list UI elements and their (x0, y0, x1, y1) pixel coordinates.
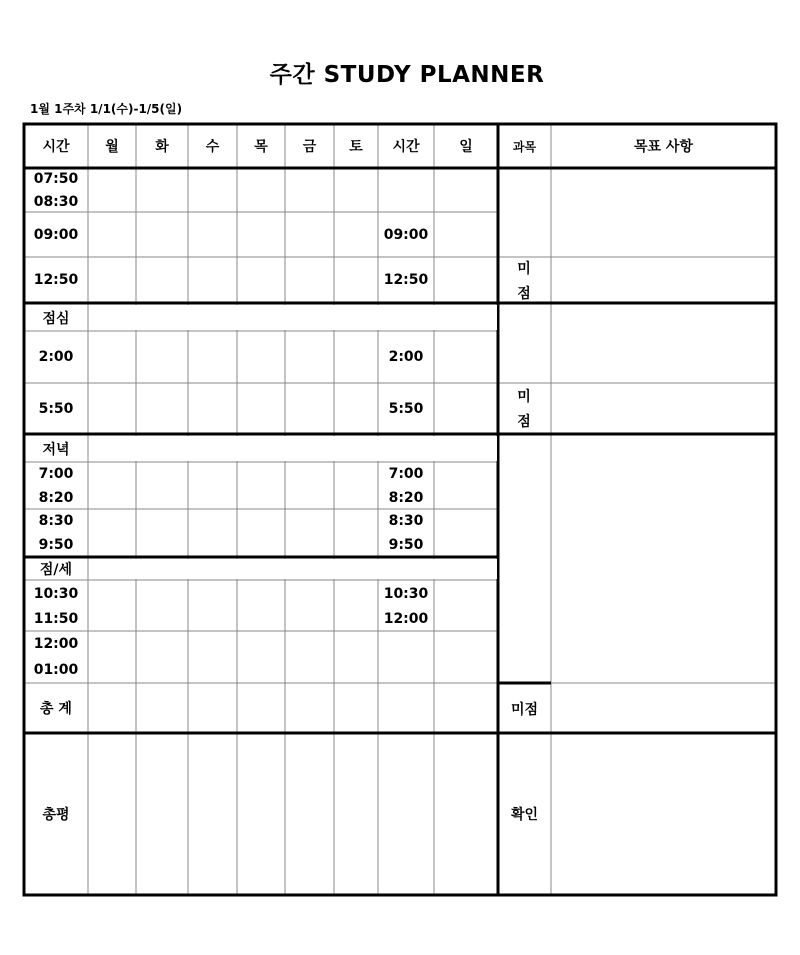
time2-0900: 09:00 (383, 226, 429, 243)
time-0830: 08:30 (33, 194, 79, 210)
total-label: 총 계 (40, 701, 72, 717)
time-1200: 12:00 (33, 636, 79, 652)
time-1150: 11:50 (33, 610, 79, 627)
confirm-label: 확인 (510, 807, 539, 823)
header-sun: 일 (459, 139, 473, 155)
header-sat: 토 (349, 139, 363, 155)
page-title: 주간 STUDY PLANNER (269, 62, 545, 88)
time-1250: 12:50 (33, 272, 79, 288)
time-0750: 07:50 (33, 171, 79, 187)
mijeom-label: 미점 (510, 701, 539, 718)
time2-1250: 12:50 (383, 272, 429, 288)
header-wed: 수 (205, 139, 220, 155)
time-830: 8:30 (38, 513, 74, 529)
time2-950: 9:50 (388, 537, 424, 553)
time-0900: 09:00 (33, 226, 79, 243)
time2-200: 2:00 (388, 349, 424, 365)
time-0100: 01:00 (33, 662, 79, 678)
time2-550: 5:50 (388, 400, 424, 417)
header-mon: 월 (105, 139, 119, 155)
review-label: 총평 (42, 807, 70, 823)
time2-820: 8:20 (388, 490, 424, 506)
time-1030: 10:30 (33, 585, 79, 602)
time-820: 8:20 (38, 490, 74, 506)
mi-label-1: 미 (517, 261, 531, 277)
time2-1030: 10:30 (383, 585, 429, 602)
dinner-label: 저녁 (42, 441, 70, 458)
time-700: 7:00 (38, 466, 74, 482)
jeom-label-2: 점 (517, 414, 531, 430)
time-200: 2:00 (38, 349, 74, 365)
mi-label-2: 미 (517, 389, 531, 405)
time-550: 5:50 (38, 400, 74, 417)
header-tue: 화 (155, 139, 169, 155)
header-fri: 금 (302, 139, 317, 155)
jeom-label-1: 점 (517, 286, 531, 302)
time2-830: 8:30 (388, 513, 424, 529)
time-950: 9:50 (38, 537, 74, 553)
header-subject: 과목 (512, 139, 537, 154)
snack-label: 점/세 (39, 562, 73, 578)
time2-1200: 12:00 (383, 610, 429, 627)
header-thu: 목 (254, 139, 268, 155)
time2-700: 7:00 (388, 466, 424, 482)
lunch-label: 점심 (42, 310, 70, 327)
header-time: 시간 (42, 139, 70, 155)
header-time-2: 시간 (392, 139, 420, 155)
week-label: 1월 1주차 1/1(수)-1/5(일) (30, 102, 183, 116)
header-goals: 목표 사항 (634, 139, 693, 155)
